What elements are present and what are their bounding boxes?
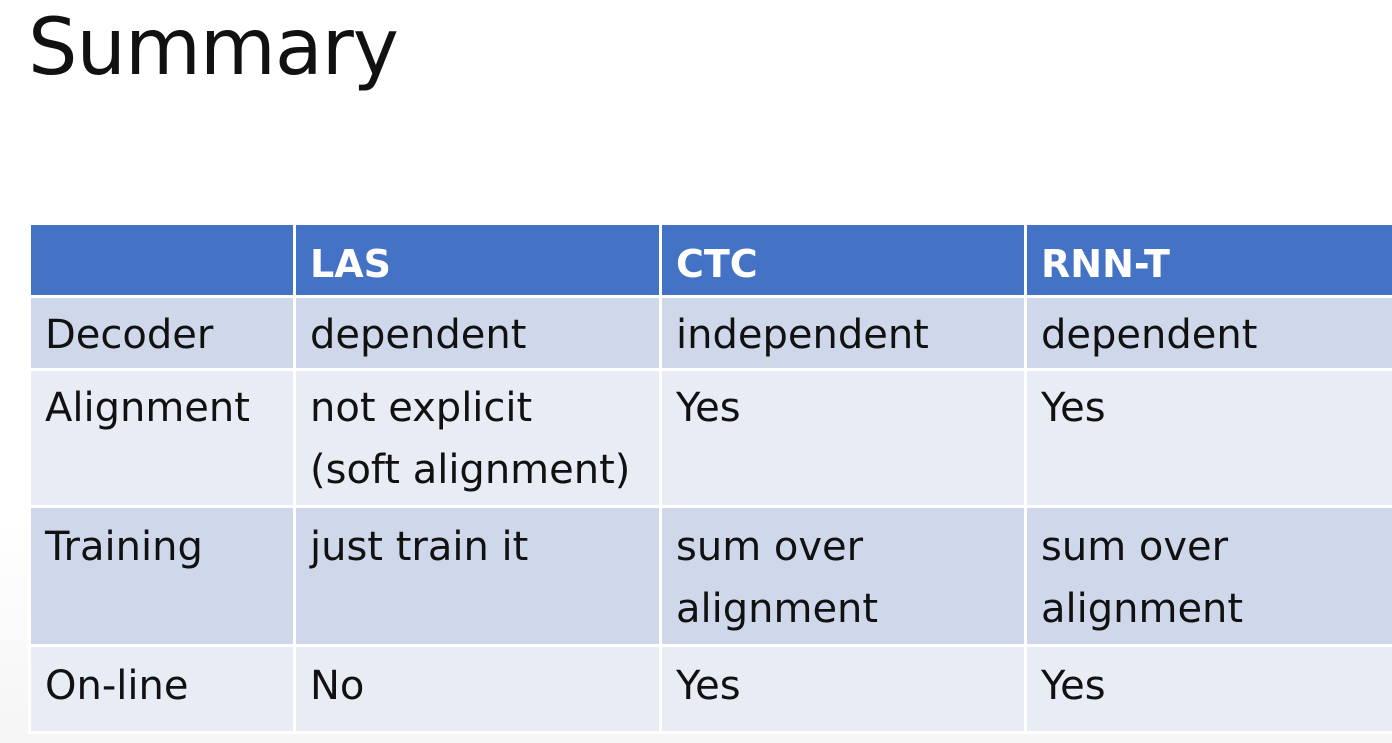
- header-cell-las: LAS: [295, 224, 661, 297]
- cell-text: sum over: [1041, 524, 1229, 570]
- summary-table-wrapper: [28, 222, 1392, 734]
- table-header-row: [30, 224, 1392, 297]
- cell-online-las: [295, 646, 661, 733]
- summary-table: [28, 222, 1392, 734]
- cell-online-rnnt: [1026, 646, 1392, 733]
- cell-online-ctc: [661, 646, 1026, 733]
- slide-title: Summary: [28, 3, 398, 93]
- cell-text: No: [310, 663, 365, 709]
- cell-text: dependent: [1041, 312, 1258, 358]
- cell-text: Yes: [1041, 385, 1106, 431]
- cell-text: Yes: [676, 663, 741, 709]
- row-label-alignment: Alignment: [30, 370, 295, 507]
- cell-text: (soft alignment): [310, 447, 631, 493]
- cell-training-rnnt: [1026, 507, 1392, 646]
- cell-text: sum over: [676, 524, 864, 570]
- cell-decoder-rnnt: [1026, 297, 1392, 370]
- cell-text: not explicit: [310, 385, 533, 431]
- header-cell-ctc: CTC: [661, 224, 1026, 297]
- cell-text: Yes: [676, 385, 741, 431]
- row-label-training: Training: [30, 507, 295, 646]
- row-label-online: On-line: [30, 646, 295, 733]
- cell-text: dependent: [310, 312, 527, 358]
- row-label-decoder: Decoder: [30, 297, 295, 370]
- cell-alignment-rnnt: [1026, 370, 1392, 507]
- cell-training-ctc: [661, 507, 1026, 646]
- header-cell-empty: [30, 224, 295, 297]
- cell-text: just train it: [310, 524, 529, 570]
- cell-decoder-ctc: [661, 297, 1026, 370]
- header-cell-rnnt: RNN-T: [1026, 224, 1392, 297]
- table-row-decoder: [30, 297, 1392, 370]
- cell-text: alignment: [1041, 586, 1244, 632]
- cell-text: alignment: [676, 586, 879, 632]
- cell-decoder-las: [295, 297, 661, 370]
- cell-training-las: [295, 507, 661, 646]
- table-row-alignment: [30, 370, 1392, 507]
- cell-alignment-las: [295, 370, 661, 507]
- table-row-online: [30, 646, 1392, 733]
- table-row-training: [30, 507, 1392, 646]
- cell-text: independent: [676, 312, 929, 358]
- cell-alignment-ctc: [661, 370, 1026, 507]
- cell-text: Yes: [1041, 663, 1106, 709]
